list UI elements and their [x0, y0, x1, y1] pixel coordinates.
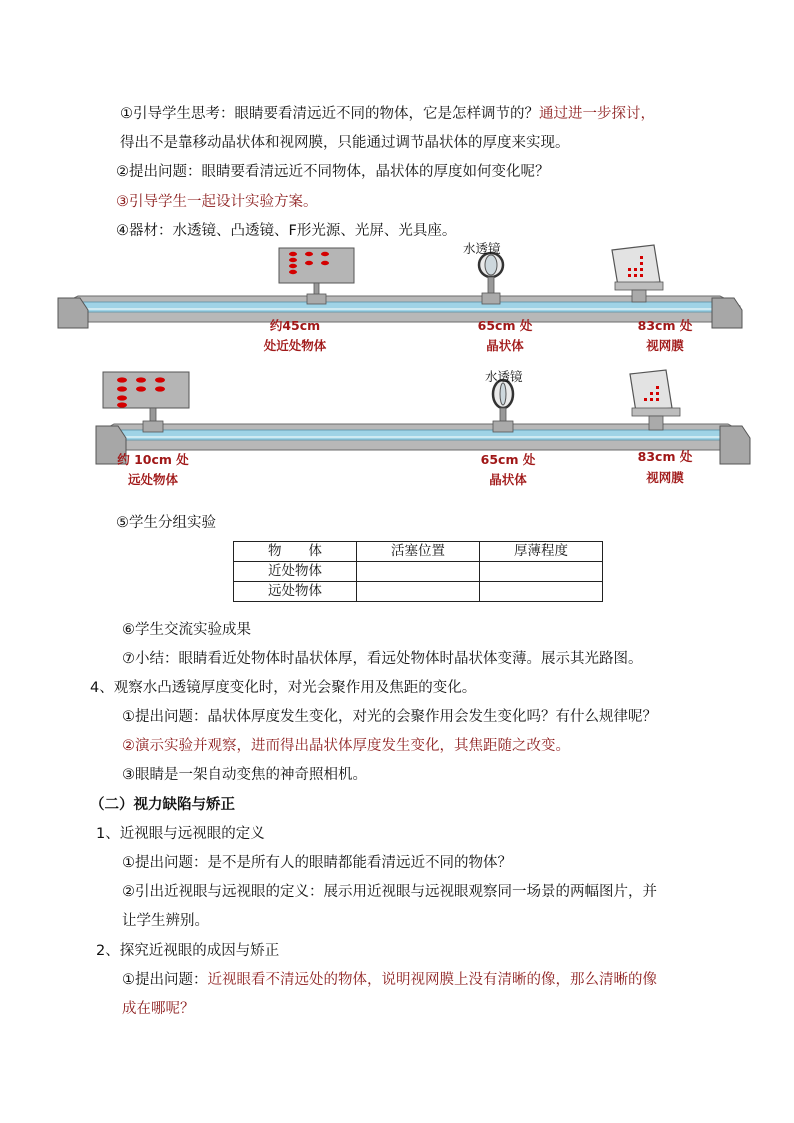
table-row	[234, 562, 603, 582]
table-header-cell: 厚薄程度	[480, 542, 603, 562]
text-line-20: 成在哪呢？	[122, 1001, 195, 1017]
text-line-1-part-a: ①引导学生思考：眼睛要看清远近不同的物体，它是怎样调节的？	[120, 106, 539, 122]
table-cell	[357, 562, 480, 582]
text-line-8: ⑦小结：眼睛看近处物体时晶状体厚，看远处物体时晶状体变薄。展示其光路图。	[122, 651, 643, 667]
text-line-15: ①提出问题：是不是所有人的眼睛都能看清远近不同的物体？	[122, 855, 512, 871]
text-line-10: ①提出问题：晶状体厚度发生变化，对光的会聚作用会发生变化吗？有什么规律呢？	[122, 709, 657, 725]
lens-name-label-1: 晶状体	[486, 338, 524, 353]
object-position-label-2: 约 10cm 处	[117, 452, 189, 467]
screen-position-label-1: 83cm 处	[637, 318, 693, 333]
text-line-1	[120, 104, 655, 124]
lens-position-label-2: 65cm 处	[480, 452, 536, 467]
text-line-3: ②提出问题：眼睛要看清远近不同物体，晶状体的厚度如何变化呢？	[116, 164, 550, 180]
text-line-18: 2、探究近视眼的成因与矫正	[96, 943, 280, 959]
table-cell	[357, 582, 480, 602]
text-line-6: ⑤学生分组实验	[116, 515, 216, 531]
water-lens-label-2: 水透镜	[485, 369, 523, 384]
table-cell	[480, 582, 603, 602]
text-line-5: ④器材：水透镜、凸透镜、F形光源、光屏、光具座。	[116, 223, 457, 239]
text-line-19	[122, 970, 657, 990]
text-line-19-part-a: ①提出问题：	[122, 972, 208, 988]
object-position-label-1: 约45cm	[269, 318, 321, 333]
lens-name-label-2: 晶状体	[489, 472, 527, 487]
screen-name-label-1: 视网膜	[646, 338, 684, 353]
text-line-1-part-b: 通过进一步探讨，	[539, 106, 655, 122]
text-line-11: ②演示实验并观察，进而得出晶状体厚度发生变化，其焦距随之改变。	[122, 738, 570, 754]
experiment-table	[233, 541, 603, 602]
text-line-17: 让学生辨别。	[122, 913, 209, 929]
text-line-12: ③眼睛是一架自动变焦的神奇照相机。	[122, 767, 367, 783]
water-lens-label-1: 水透镜	[463, 241, 501, 256]
table-header-row	[234, 542, 603, 562]
table-row	[234, 582, 603, 602]
text-line-14: 1、近视眼与远视眼的定义	[96, 826, 265, 842]
table-header-cell: 物 体	[234, 542, 357, 562]
lens-position-label-1: 65cm 处	[477, 318, 533, 333]
table-cell: 远处物体	[234, 582, 357, 602]
text-line-16: ②引出近视眼与远视眼的定义：展示用近视眼与远视眼观察同一场景的两幅图片，并	[122, 884, 657, 900]
table-header-cell: 活塞位置	[357, 542, 480, 562]
section-heading: （二）视力缺陷与矫正	[90, 797, 235, 813]
text-line-7: ⑥学生交流实验成果	[122, 622, 251, 638]
text-line-19-part-b: 近视眼看不清远处的物体，说明视网膜上没有清晰的像，那么清晰的像	[207, 972, 657, 988]
screen-name-label-2: 视网膜	[646, 470, 684, 485]
table-cell: 近处物体	[234, 562, 357, 582]
object-name-label-2: 远处物体	[127, 472, 178, 487]
text-line-9: 4、观察水凸透镜厚度变化时，对光会聚作用及焦距的变化。	[90, 680, 477, 696]
table-cell	[480, 562, 603, 582]
object-name-label-1: 处近处物体	[263, 338, 327, 353]
text-line-2: 得出不是靠移动晶状体和视网膜，只能通过调节晶状体的厚度来实现。	[120, 135, 570, 151]
screen-position-label-2: 83cm 处	[637, 449, 693, 464]
text-line-4: ③引导学生一起设计实验方案。	[116, 194, 318, 210]
